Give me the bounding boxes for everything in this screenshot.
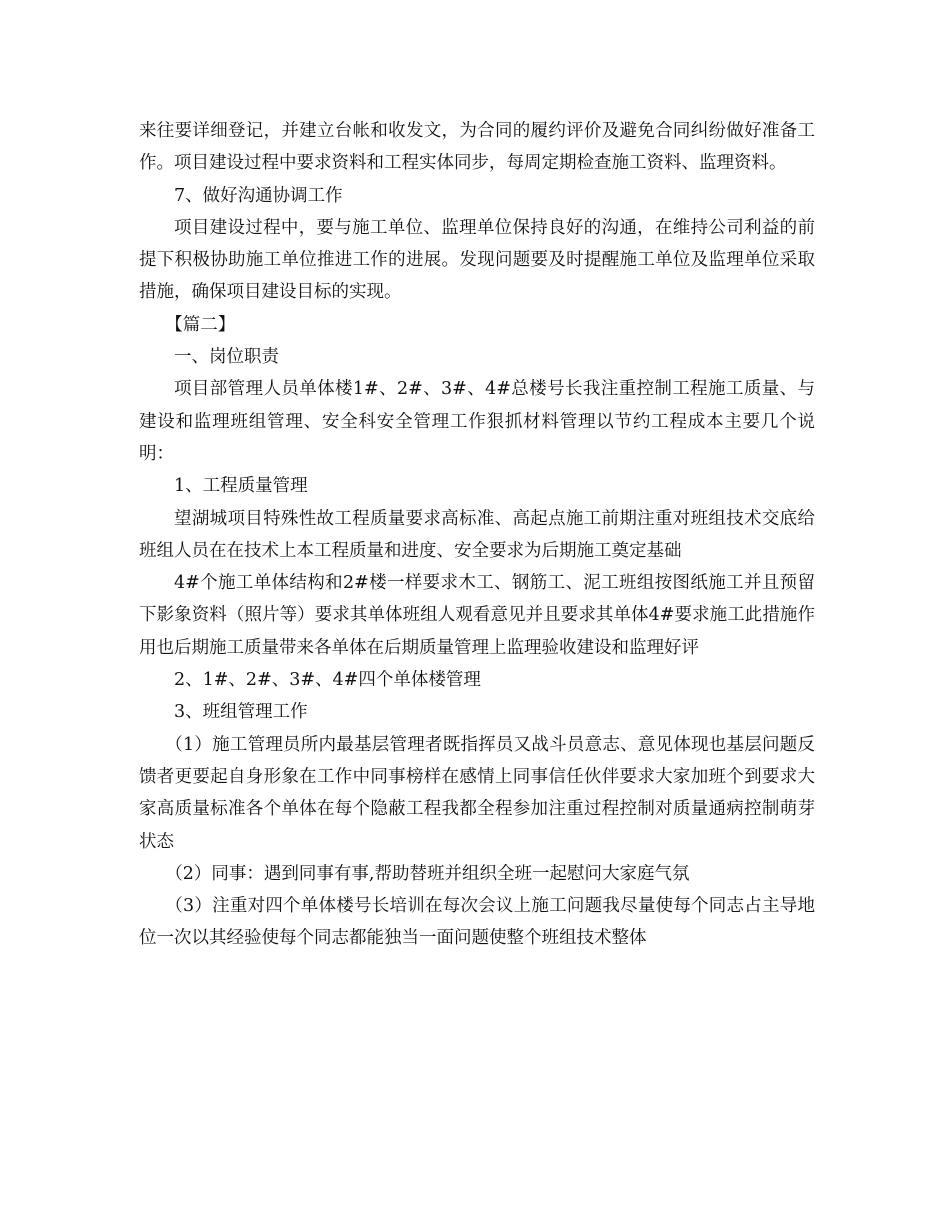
list-item-team-2: （2）同事：遇到同事有事,帮助替班并组织全班一起慰问大家庭气氛 — [165, 863, 690, 884]
heading-team-management: 3、班组管理工作 — [174, 702, 308, 723]
paragraph-communication: 项目建设过程中，要与施工单位、监理单位保持良好的沟通，在维持公司利益的前提下积极协助施工单位推进工作的进展。发现问题要及时提醒施工单位及监理单位采取措施，确保项目建设目标的实现。 — [139, 217, 815, 303]
heading-communication: 7、做好沟通协调工作 — [174, 185, 343, 206]
section-title-part-two: 【篇二】 — [165, 314, 236, 335]
paragraph-records: 来往要详细登记，并建立台帐和收发文，为合同的履约评价及避免合同纠纷做好准备工作。项目建设过程中要求资料和工程实体同步，每周定期检查施工资料、监理资料。 — [139, 121, 815, 174]
heading-job-duties: 一、岗位职责 — [174, 347, 279, 368]
list-item-team-3: （3）注重对四个单体楼号长培训在每次会议上施工问题我尽量使每个同志占主导地位一次以其经验使每个同志都能独当一面问题使整个班组技术整体 — [139, 896, 815, 949]
paragraph-building-4: 4#个施工单体结构和2#楼一样要求木工、钢筋工、泥工班组按图纸施工并且预留下影象资料（照片等）要求其单体班组人观看意见并且要求其单体4#要求施工此措施作用也后期施工质量带来各单体在后期质量管理上监理验收建设和监理好评 — [139, 573, 815, 658]
paragraph-quality-management: 望湖城项目特殊性故工程质量要求高标准、高起点施工前期注重对班组技术交底给班组人员在在技术上本工程质量和进度、安全要求为后期施工奠定基础 — [139, 508, 815, 561]
list-item-team-1: （1）施工管理员所内最基层管理者既指挥员又战斗员意志、意见体现也基层问题反馈者更要起自身形象在工作中同事榜样在感情上同事信任伙伴要求大家加班个到要求大家高质量标准各个单体在每个隐蔽工程我都全程参加注重过程控制对质量通病控制萌芽状态 — [139, 734, 815, 852]
document-body — [139, 115, 815, 955]
heading-quality-management: 1、工程质量管理 — [174, 476, 308, 497]
paragraph-job-duties: 项目部管理人员单体楼1#、2#、3#、4#总楼号长我注重控制工程施工质量、与建设和监理班组管理、安全科安全管理工作狠抓材料管理以节约工程成本主要几个说明： — [139, 379, 815, 464]
heading-building-management: 2、1#、2#、3#、4#四个单体楼管理 — [174, 670, 481, 691]
